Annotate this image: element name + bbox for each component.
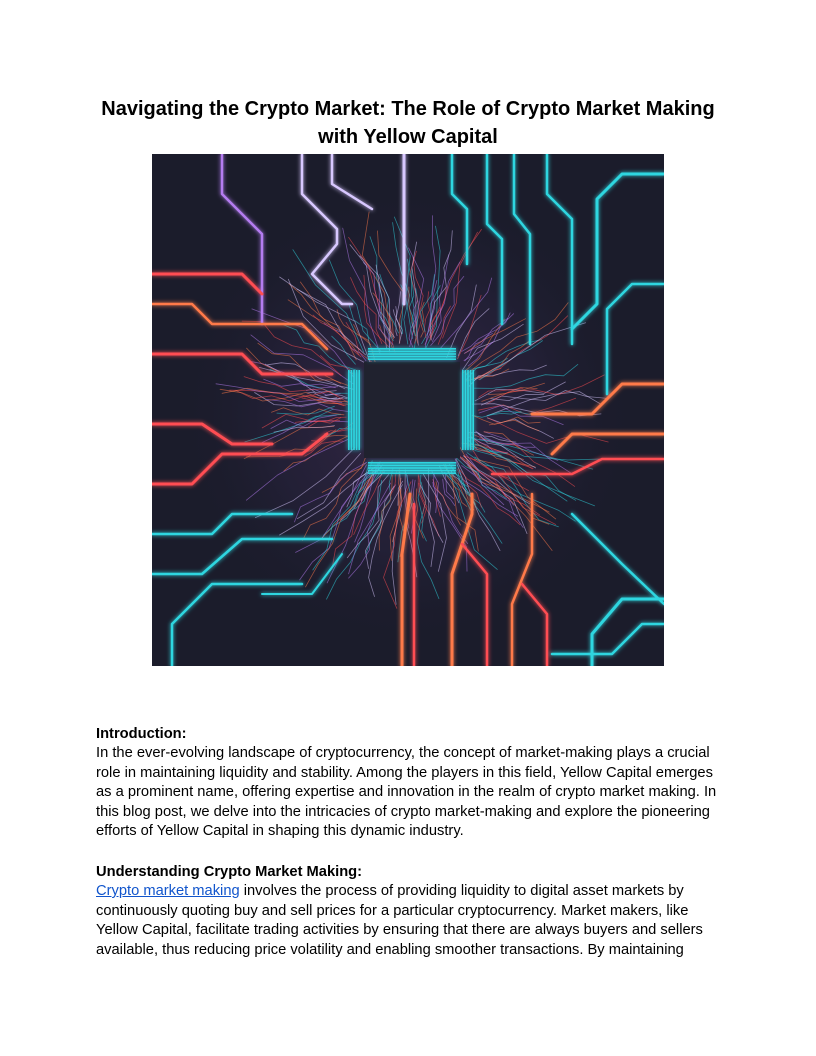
document-title: Navigating the Crypto Market: The Role of Crypto Market Making with Yellow Capital — [101, 98, 715, 148]
chip-pin — [470, 370, 472, 450]
chip-pin — [356, 370, 358, 450]
chip-pin — [465, 370, 467, 450]
chip-pin — [368, 467, 456, 469]
chip-pin — [368, 470, 456, 472]
chip-pin — [368, 462, 456, 464]
section-introduction — [96, 724, 720, 842]
chip-pin — [462, 370, 464, 450]
section-heading-introduction: Introduction: — [96, 726, 187, 742]
section-heading-understanding: Understanding Crypto Market Making: — [96, 864, 363, 880]
chip-pin — [368, 348, 456, 350]
crypto-market-making-link[interactable]: Crypto market making — [96, 883, 240, 899]
chip-pin — [353, 370, 355, 450]
chip-pin — [351, 370, 353, 450]
section-body-understanding — [96, 882, 720, 960]
chip-pin — [368, 472, 456, 474]
chip-pin — [467, 370, 469, 450]
chip-pin — [368, 358, 456, 360]
section-understanding — [96, 862, 720, 960]
chip-pin — [368, 356, 456, 358]
microchip — [348, 348, 474, 474]
chip-pin — [368, 353, 456, 355]
circuit-chip-illustration — [152, 154, 664, 666]
hero-image-circuit-chip — [152, 154, 664, 666]
chip-pin — [368, 351, 456, 353]
chip-pin — [358, 370, 360, 450]
chip-pin — [368, 465, 456, 467]
section-body-understanding-text: involves the process of providing liquidity to digital asset markets by continuously quoting buy and sell prices for a particular cryptocurrency. Market makers, like Yellow Capital, facilitate trading activities by ensuring that there are always buyers and sellers available, thus reducing price volatility and enabling smoother transactions. By maintaining — [96, 883, 703, 958]
chip-body — [364, 362, 460, 458]
chip-pin — [472, 370, 474, 450]
chip-pin — [348, 370, 350, 450]
section-body-introduction: In the ever-evolving landscape of cryptocurrency, the concept of market-making plays a crucial role in maintaining liquidity and stability. Among the players in this field, Yellow Capital emerges as a prominent name, offering expertise and innovation in the realm of crypto market making. In this blog post, we delve into the intricacies of crypto market-making and explore the pioneering efforts of Yellow Capital in shaping this dynamic industry. — [96, 745, 717, 840]
